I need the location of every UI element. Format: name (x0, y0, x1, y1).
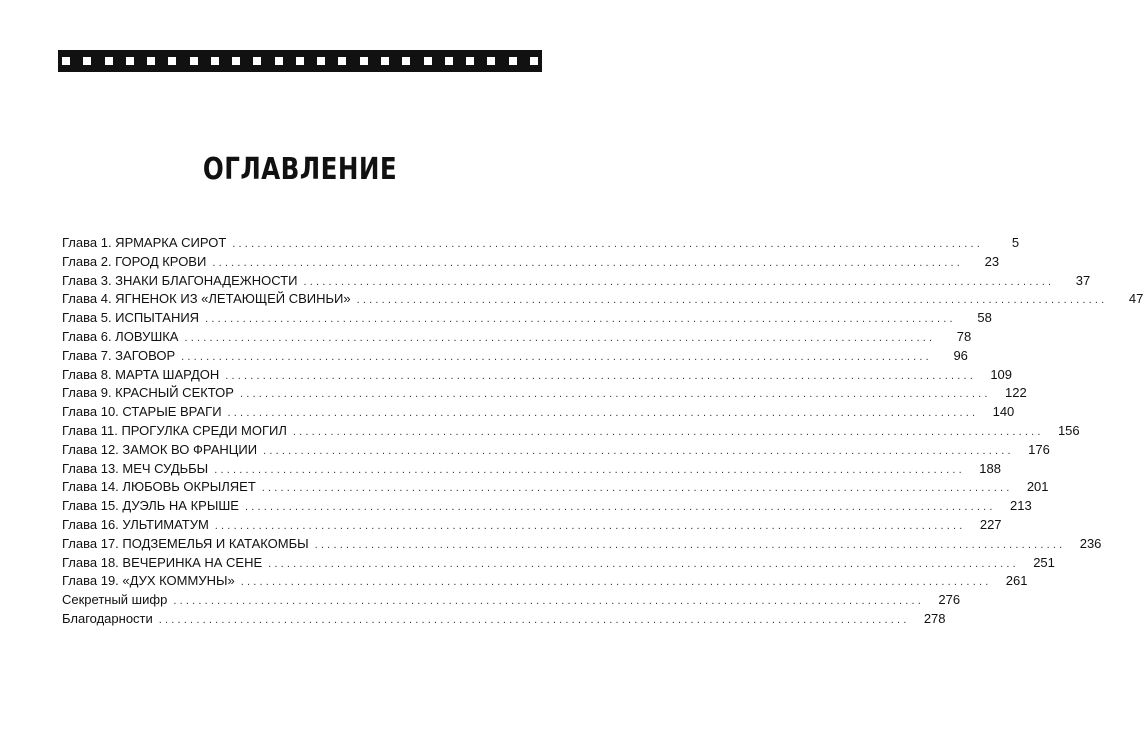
film-hole (402, 57, 410, 65)
toc-entry-title: Глава 16. УЛЬТИМАТУМ (62, 516, 209, 532)
toc-entry-page: 109 (990, 366, 1013, 382)
toc-entry-title: Глава 13. МЕЧ СУДЬБЫ (62, 460, 209, 476)
toc-entry-title: Глава 15. ДУЭЛЬ НА КРЫШЕ (62, 498, 239, 514)
film-hole (253, 57, 261, 65)
toc-entry-page: 122 (1005, 385, 1027, 401)
toc-dot-leader: ........................................................................................................................ (232, 238, 984, 250)
toc-dot-leader: ........................................................................................................................ (263, 444, 1014, 457)
toc-dot-leader: ........................................................................................................................ (314, 538, 1066, 551)
film-hole (509, 57, 517, 65)
toc-entry-title: Глава 7. ЗАГОВОР (62, 347, 176, 363)
toc-entry (62, 572, 1028, 591)
toc-entry-title: Глава 5. ИСПЫТАНИЯ (62, 310, 200, 326)
film-strip-holes (62, 57, 538, 65)
toc-dot-leader: ........................................................................................................................ (240, 576, 992, 589)
toc-entry-title: Глава 11. ПРОГУЛКА СРЕДИ МОГИЛ (62, 422, 287, 438)
film-hole (168, 57, 176, 65)
toc-entry (62, 347, 968, 366)
film-hole (211, 57, 219, 65)
film-hole (530, 57, 538, 65)
toc-entry-title: Глава 12. ЗАМОК ВО ФРАНЦИИ (62, 441, 258, 457)
toc-dot-leader: ........................................................................................................................ (268, 557, 1019, 570)
toc-entry (62, 554, 1055, 573)
film-strip-decoration (58, 50, 542, 72)
toc-entry-title: Глава 19. «ДУХ КОММУНЫ» (62, 573, 235, 589)
page-title: ОГЛАВЛЕНИЕ (202, 152, 398, 187)
toc-entry-page: 176 (1028, 441, 1050, 457)
film-hole (317, 57, 325, 65)
toc-dot-leader: ........................................................................................................................ (239, 388, 991, 401)
toc-entry (62, 384, 1027, 403)
toc-entry-page: 23 (984, 253, 1000, 269)
toc-entry-title: Глава 4. ЯГНЕНОК ИЗ «ЛЕТАЮЩЕЙ СВИНЬИ» (62, 291, 351, 307)
toc-entry-page: 37 (1075, 272, 1091, 288)
toc-entry-title: Глава 9. КРАСНЫЙ СЕКТОР (62, 385, 234, 401)
film-hole (190, 57, 198, 65)
film-hole (381, 57, 389, 65)
toc-dot-leader: ........................................................................................................................ (184, 331, 936, 344)
toc-dot-leader: ........................................................................................................................ (158, 613, 910, 626)
film-hole (126, 57, 134, 65)
film-hole (338, 57, 346, 65)
toc-entry-title: Глава 6. ЛОВУШКА (62, 328, 179, 344)
film-hole (487, 57, 495, 65)
toc-entry-title: Глава 14. ЛЮБОВЬ ОКРЫЛЯЕТ (62, 479, 256, 495)
toc-entry (62, 591, 961, 610)
film-hole (445, 57, 453, 65)
film-hole (62, 57, 70, 65)
film-hole (424, 57, 432, 65)
toc-dot-leader: ........................................................................................................................ (261, 482, 1013, 495)
toc-entry-title: Глава 17. ПОДЗЕМЕЛЬЯ И КАТАКОМБЫ (62, 535, 309, 551)
toc-entry (62, 290, 1143, 309)
toc-entry-page: 276 (938, 592, 961, 608)
toc-dot-leader: ........................................................................................................................ (292, 425, 1044, 438)
film-hole (105, 57, 113, 65)
film-hole (232, 57, 240, 65)
toc-entry-page: 58 (977, 310, 992, 326)
toc-entry (62, 478, 1049, 497)
film-hole (275, 57, 283, 65)
toc-entry-page: 96 (953, 347, 968, 363)
toc-entry-page: 188 (979, 460, 1001, 476)
toc-entry (62, 328, 972, 347)
toc-dot-leader: ........................................................................................................................ (227, 407, 979, 420)
toc-entry (62, 535, 1102, 554)
toc-entry-title: Глава 1. ЯРМАРКА СИРОТ (62, 235, 227, 250)
film-hole (466, 57, 474, 65)
toc-dot-leader: ........................................................................................................................ (225, 369, 977, 382)
toc-entry-title: Глава 2. ГОРОД КРОВИ (62, 253, 207, 269)
toc-entry (62, 366, 1013, 385)
toc-entry-page: 251 (1033, 554, 1055, 570)
toc-entry-title: Глава 8. МАРТА ШАРДОН (62, 366, 220, 382)
table-of-contents (62, 234, 1143, 629)
toc-entry-title: Благодарности (62, 610, 153, 626)
film-hole (83, 57, 91, 65)
toc-entry (62, 253, 1000, 272)
toc-entry-title: Глава 18. ВЕЧЕРИНКА НА СЕНЕ (62, 554, 263, 570)
toc-entry (62, 422, 1080, 441)
film-hole (296, 57, 304, 65)
toc-entry-page: 213 (1009, 498, 1032, 514)
toc-entry-page: 47 (1128, 291, 1143, 307)
toc-entry (62, 460, 1001, 479)
toc-entry-page: 5 (1011, 235, 1020, 250)
toc-entry (62, 497, 1032, 516)
toc-entry-page: 140 (992, 404, 1015, 420)
toc-dot-leader: ........................................................................................................................ (356, 294, 1108, 307)
toc-entry-page: 236 (1079, 535, 1102, 551)
toc-entry-page: 278 (923, 610, 946, 626)
toc-entry-title: Глава 10. СТАРЫЕ ВРАГИ (62, 404, 222, 420)
toc-entry (62, 516, 1002, 535)
toc-entry (62, 441, 1050, 460)
toc-entry-page: 156 (1057, 422, 1080, 438)
toc-entry (62, 403, 1015, 422)
toc-dot-leader: ........................................................................................................................ (214, 463, 965, 476)
toc-entry (62, 272, 1091, 291)
toc-entry-page: 201 (1026, 479, 1049, 495)
toc-entry-page: 227 (979, 516, 1002, 532)
film-hole (360, 57, 368, 65)
toc-dot-leader: ........................................................................................................................ (205, 313, 956, 326)
toc-entry (62, 234, 1020, 253)
toc-dot-leader: ........................................................................................................................ (212, 256, 964, 269)
film-hole (147, 57, 155, 65)
toc-entry (62, 610, 946, 629)
toc-dot-leader: ........................................................................................................................ (214, 519, 966, 532)
toc-dot-leader: ........................................................................................................................ (173, 595, 925, 608)
toc-dot-leader: ........................................................................................................................ (303, 275, 1055, 288)
toc-dot-leader: ........................................................................................................................ (181, 350, 932, 363)
toc-dot-leader: ........................................................................................................................ (244, 501, 996, 514)
toc-entry-title: Секретный шифр (62, 592, 168, 608)
toc-entry-title: Глава 3. ЗНАКИ БЛАГОНАДЕЖНОСТИ (62, 272, 298, 288)
toc-entry (62, 309, 992, 328)
toc-entry-page: 261 (1005, 573, 1028, 589)
toc-entry-page: 78 (956, 328, 972, 344)
